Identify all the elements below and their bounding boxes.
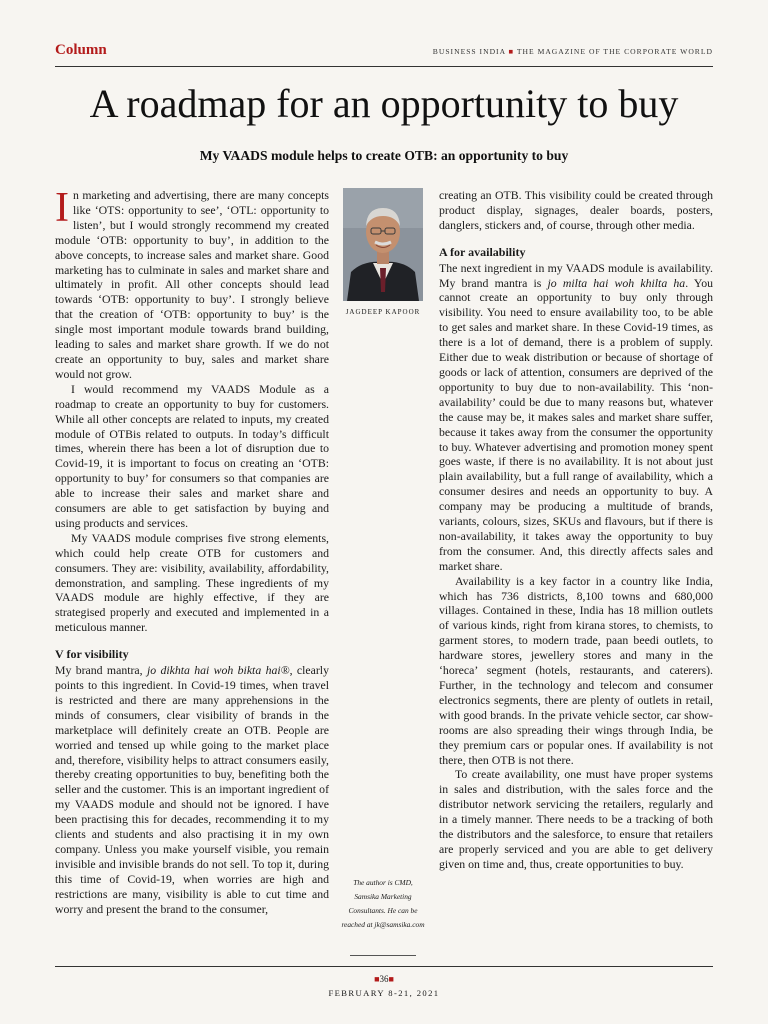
footer-rule	[55, 966, 713, 967]
paragraph: To create availability, one must have proper systems in sales and distribution, with the sales force and the distributor network servicing the retailers, regularly and in a timely manner. There needs to be a tracking of both the distributors and the salesforce, to ensure that retailers are properly serviced and you are able to get delivery given on time and, thus, create opportunities to buy.	[439, 767, 713, 871]
paragraph: My VAADS module comprises five strong elements, which could help create OTB for customers and consumers. They are: visibility, availability, affordability, demonstration, and sampling. These ingredients of my VAADS module are highly effective, if they are strategised properly and executed and implemented in a meticulous manner.	[55, 530, 329, 635]
column-right	[439, 188, 713, 872]
photo-caption: JAGDEEP KAPOOR	[345, 308, 421, 316]
publication-tagline: THE MAGAZINE OF THE CORPORATE WORLD	[516, 47, 713, 56]
separator-square: ■	[508, 47, 515, 56]
brand-mantra: jo dikhta hai woh bikta hai®	[146, 663, 290, 678]
paragraph: Availability is a key factor in a country like India, which has 736 districts, 8,100 towns and 680,000 villages. Contained in these, India has 18 million outlets of various kinds, right from kirana stores, to chemists, to garment stores, to modern trade, paan beedi outlets, to hardware stores, jewellery stores and many in the ‘horeca’ segment (hotels, restaurants, and caterers). Further, in the technology and telecom and consumer electronics segments, there are plenty of outlets in retail, with good brands. In the private vehicle sector, car show-rooms are also spreading their wings through India, be they premium cars or popular ones. If availability is not there, then OTB is not there.	[439, 573, 713, 767]
author-portrait-image	[343, 188, 423, 301]
header-rule	[55, 66, 713, 67]
subheading-availability: A for availability	[439, 244, 526, 259]
issue-date: FEBRUARY 8-21, 2021	[328, 988, 440, 998]
section-label: Column	[55, 42, 107, 58]
publication-name: BUSINESS INDIA	[432, 47, 506, 56]
paragraph-intro: In marketing and advertising, there are many concepts like ‘OTS: opportunity to see’, ‘OTL: opportunity to listen’, but I would strongly recommend my created module ‘OTB: opportunity to buy’, in addition to the above concepts, to increase sales and market share. Good marketing has to culminate in sales and market share and ultimately in profit. All other concepts should lead towards ‘OTB: opportunity to buy’. I strongly believe that the creation of ‘OTB: opportunity to buy’ is the single most important module towards brand building, leading to sales and market share growth. If we do not create an opportunity to buy, sales and market share would not grow.	[55, 185, 329, 381]
article-subtitle: My VAADS module helps to create OTB: an opportunity to buy	[199, 148, 569, 163]
page-number: ■36■	[374, 974, 394, 984]
publication-banner	[433, 47, 713, 56]
drop-cap: I	[55, 185, 69, 231]
paragraph: I would recommend my VAADS Module as a roadmap to create an opportunity to buy for customers. While all other concepts are related to inputs, my created module of OTBis related to outputs. In today’s difficult times, wherein there has been a lot of disruption due to Covid-19, it is important to focus on creating an ‘OTB: opportunity to buy’ for consumers so that companies are able to increase their sales and market share and consumers are able to get satisfaction by buying and using products and services.	[55, 381, 329, 530]
article-title: A roadmap for an opportunity to buy	[89, 81, 679, 126]
author-note-rule	[350, 955, 416, 956]
column-left	[55, 185, 329, 917]
author-note: The author is CMD, Samsika Marketing Consultants. He can be reached at jk@samsika.com	[341, 878, 425, 929]
paragraph: The next ingredient in my VAADS module is availability. My brand mantra is jo milta hai woh khilta ha. You cannot create an opportunity to buy only through visibility. You need to ensure availability too, to be able to get sales and market share. In these Covid-19 times, as there is a lot of demand, there is a problem of supply. Either due to weak distribution or because of shortage of goods or lack of attention, consumers are deprived of the opportunity to buy due to non-availability. This ‘non-availability’ could be due to many reasons but, whatever the cause may be, it makes sales and market share suffer, because it takes away from the consumer the opportunity to buy. Whatever advertising and promotion money spent goes waste, if there is no availability. It is not about just plain availability, but a full range of availability, which a consumer desires and needs an opportunity to buy. A company may be producing a multitude of brands, variants, colours, sizes, SKUs and flavours, but if there is non-availability, it takes away the opportunity to buy from the consumer. And, this directly affects sales and market share.	[439, 260, 713, 573]
subheading-visibility: V for visibility	[55, 647, 129, 662]
paragraph: creating an OTB. This visibility could be created through product display, signages, dealer boards, posters, danglers, stickers and, of course, through other media.	[439, 188, 713, 232]
brand-mantra: jo milta hai woh khilta ha	[547, 275, 686, 290]
author-photo	[343, 188, 423, 301]
paragraph: My brand mantra, jo dikhta hai woh bikta hai®, clearly points to this ingredient. In Covid-19 times, when travel is restricted and there are many apprehensions in the minds of consumers, clear visibility of brands in the marketplace will definitely create an OTB. People are worried and tensed up while going to the market place and, therefore, visibility helps to attract consumers easily, thereby creating opportunities to buy, benefiting both the seller and the customer. This is an important ingredient of my VAADS module and should not be ignored. I have been practising this for decades, recommending it to my clients and students and also practising it in my own company. Unless you make yourself visible, you remain invisible and invisible brands do not sell. To top it, during this time of Covid-19, when worries are high and restrictions are many, visibility is able to cut time and worry and present the brand to the consumer,	[55, 663, 329, 916]
